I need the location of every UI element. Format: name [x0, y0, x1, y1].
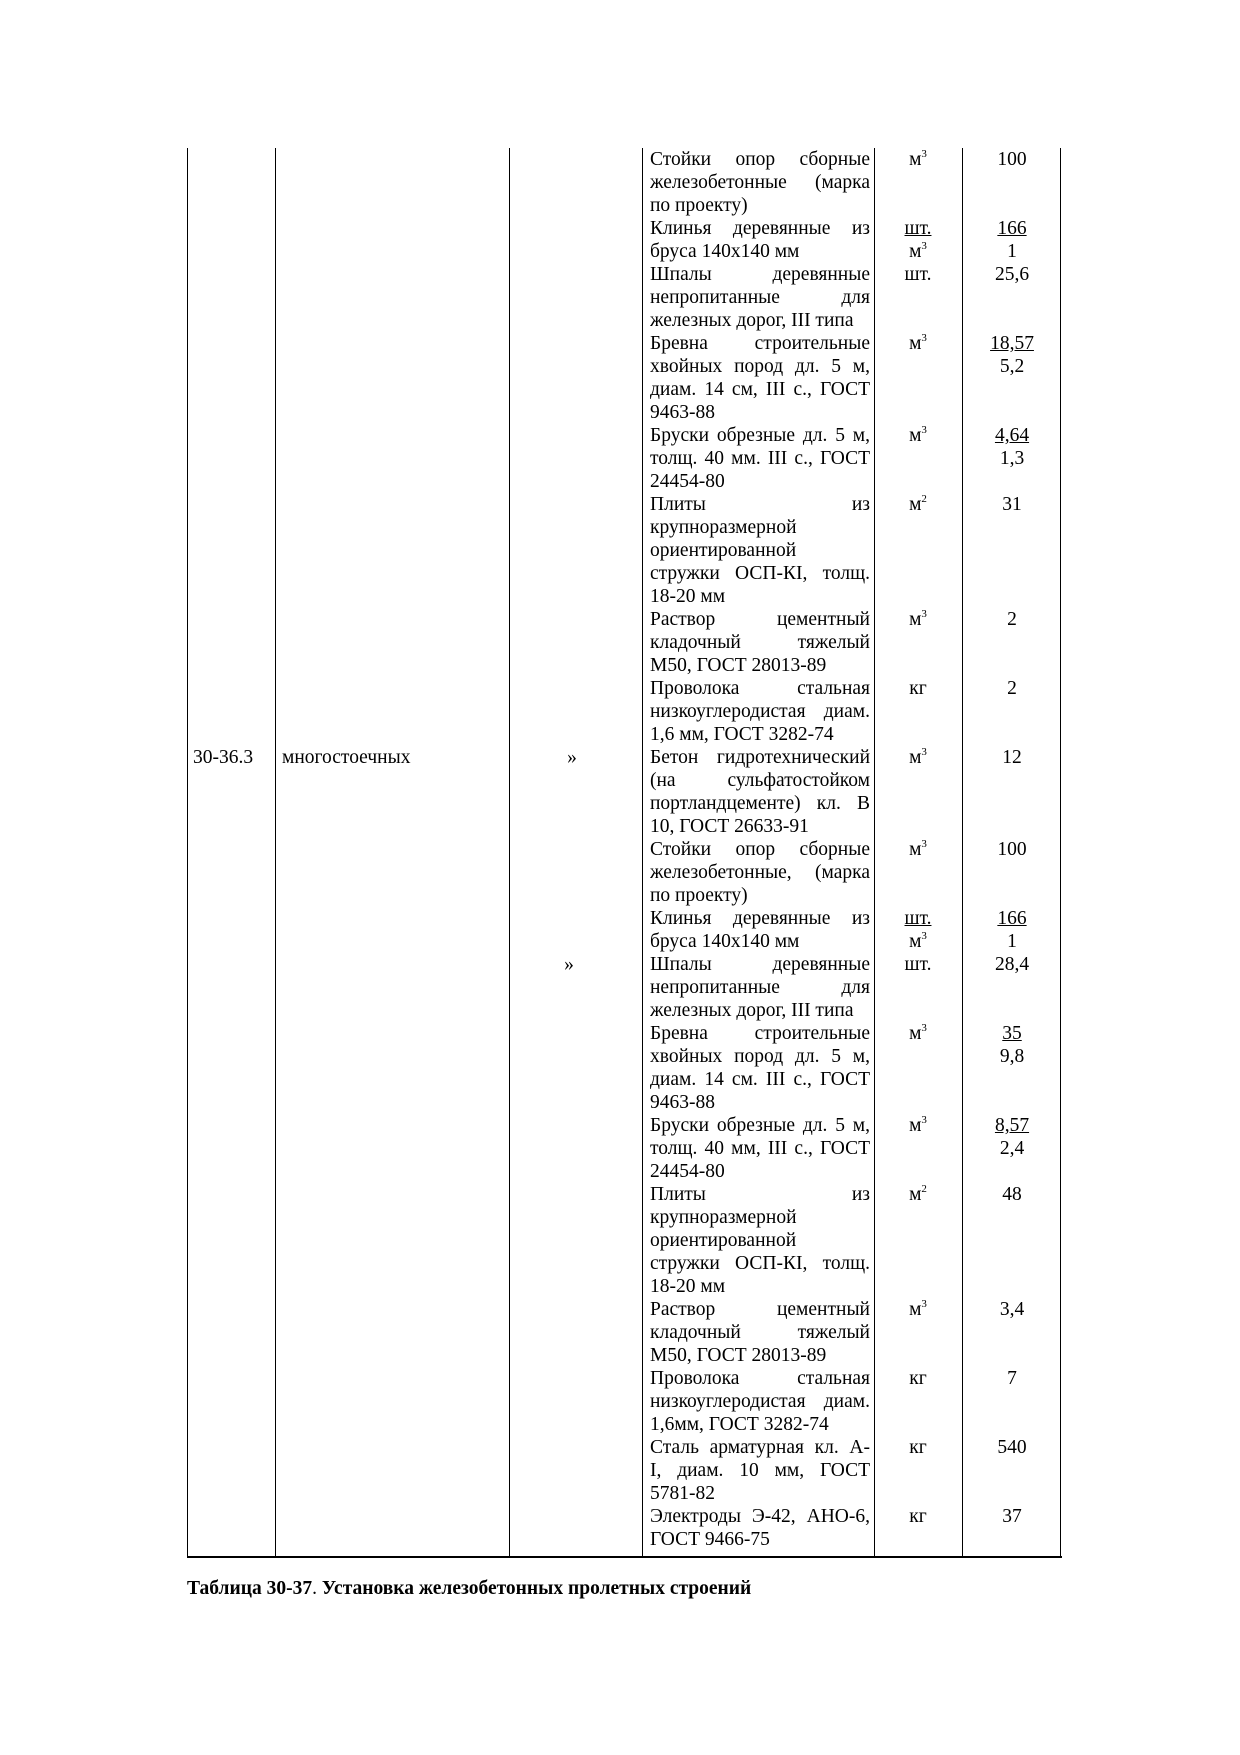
quantity-value: 9,8	[999, 1046, 1025, 1067]
unit-value: $м^3$	[909, 838, 927, 860]
table-row	[647, 953, 1062, 1022]
unit-cell	[874, 217, 962, 263]
ditto-mark: »	[567, 747, 577, 768]
resource-name-line: стружки ОСП-КI, толщ.	[650, 563, 870, 584]
resource-name-line: бруса 140х140 мм	[650, 241, 800, 262]
unit-value: $м^3$	[909, 746, 927, 768]
unit-value: $м^3$	[909, 332, 927, 354]
norm-name: многостоечных	[282, 747, 411, 768]
resource-name-line: 5781-82	[650, 1483, 715, 1504]
resource-name-line: Раствор цементный	[650, 609, 870, 630]
resource-name-line: Бетон гидротехнический	[650, 747, 870, 768]
quantity-cell	[962, 1436, 1062, 1505]
quantity-cell	[962, 1114, 1062, 1183]
quantity-value: 166	[997, 908, 1027, 929]
resource-name	[647, 1505, 874, 1551]
quantity-value: 8,57	[994, 1115, 1030, 1136]
unit-cell	[874, 838, 962, 907]
resource-name-line: Стойки опор сборные	[650, 149, 870, 170]
unit-value: кг	[909, 1437, 927, 1458]
quantity-value: 48	[1002, 1184, 1022, 1205]
resource-name-line: толщ. 40 мм, III с., ГОСТ	[650, 1138, 870, 1159]
resource-name-line: крупноразмерной	[650, 517, 797, 538]
quantity-cell	[962, 217, 1062, 263]
resource-name-line: Плиты из	[650, 1184, 870, 1205]
unit-value: $м^2$	[909, 1183, 927, 1205]
unit-value: кг	[909, 678, 927, 699]
quantity-cell	[962, 1022, 1062, 1114]
resource-name-line: крупноразмерной	[650, 1207, 797, 1228]
resource-name-line: Шпалы деревянные	[650, 954, 870, 975]
unit-value: $м^3$	[909, 1114, 927, 1136]
resource-name-line: железных дорог, III типа	[650, 310, 854, 331]
resource-name-line: диам. 14 см. III с., ГОСТ	[650, 1069, 870, 1090]
table-row	[647, 907, 1062, 953]
quantity-value: 37	[1002, 1506, 1022, 1527]
unit-value: $м^3$	[909, 148, 927, 170]
resource-name-line: Проволока стальная	[650, 678, 870, 699]
table-border-left	[187, 148, 188, 1556]
quantity-value: 25,6	[994, 264, 1030, 285]
quantity-cell	[962, 493, 1062, 608]
table-row	[647, 1114, 1062, 1183]
unit-cell	[874, 1114, 962, 1183]
resource-name	[647, 677, 874, 746]
resource-name-line: М50, ГОСТ 28013-89	[650, 655, 827, 676]
resource-name-line: стружки ОСП-КI, толщ.	[650, 1253, 870, 1274]
resource-name-line: 9463-88	[650, 402, 715, 423]
table-row	[647, 838, 1062, 907]
resource-name-line: непропитанные для	[650, 977, 870, 998]
resource-name-line: 1,6мм, ГОСТ 3282-74	[650, 1414, 829, 1435]
unit-cell	[874, 148, 962, 217]
table-row	[647, 493, 1062, 608]
resource-name-line: толщ. 40 мм. III с., ГОСТ	[650, 448, 870, 469]
table-row	[647, 746, 1062, 838]
quantity-cell	[962, 1505, 1062, 1551]
quantity-cell	[962, 608, 1062, 677]
quantity-value: 28,4	[994, 954, 1030, 975]
unit-cell	[874, 608, 962, 677]
quantity-value: 4,64	[994, 425, 1030, 446]
quantity-value: 100	[997, 839, 1027, 860]
quantity-value: 1	[1007, 241, 1017, 262]
resource-name-line: кладочный тяжелый	[650, 1322, 870, 1343]
resource-name-line: портландцементе) кл. В	[650, 793, 870, 814]
quantity-value: 5,2	[999, 356, 1025, 377]
table-row	[647, 1367, 1062, 1436]
quantity-cell	[962, 1183, 1062, 1298]
resource-name-line: низкоуглеродистая диам.	[650, 701, 870, 722]
unit-cell	[874, 424, 962, 493]
table-row	[647, 1298, 1062, 1367]
resource-name-line: 24454-80	[650, 471, 725, 492]
resource-name-line: Клинья деревянные из	[650, 908, 870, 929]
quantity-value: 18,57	[990, 333, 1034, 354]
resource-name-line: по проекту)	[650, 885, 748, 906]
table-row	[647, 263, 1062, 332]
quantity-value: 35	[1002, 1023, 1022, 1044]
unit-cell	[874, 1022, 962, 1114]
resource-name-line: Сталь арматурная кл. А-	[650, 1437, 870, 1458]
quantity-value: 2,4	[999, 1138, 1025, 1159]
quantity-value: 540	[997, 1437, 1027, 1458]
resource-name-line: Бруски обрезные дл. 5 м,	[650, 425, 870, 446]
norm-code: 30-36.3	[193, 747, 254, 768]
resource-name-line: I, диам. 10 мм, ГОСТ	[650, 1460, 870, 1481]
unit-value: $м^3$	[909, 1298, 927, 1320]
quantity-value: 12	[1002, 747, 1022, 768]
resource-name	[647, 1298, 874, 1367]
resource-name	[647, 1183, 874, 1298]
resource-name-line: хвойных пород дл. 5 м,	[650, 356, 870, 377]
unit-value: $м^3$	[909, 608, 927, 630]
resource-name	[647, 907, 874, 953]
resource-name	[647, 424, 874, 493]
quantity-cell	[962, 677, 1062, 746]
resource-name-line: Стойки опор сборные	[650, 839, 870, 860]
resource-name	[647, 746, 874, 838]
resource-name-line: (на сульфатостойком	[650, 770, 870, 791]
resource-name	[647, 838, 874, 907]
resource-name-line: Бруски обрезные дл. 5 м,	[650, 1115, 870, 1136]
resource-name	[647, 263, 874, 332]
quantity-cell	[962, 424, 1062, 493]
resource-name-line: Плиты из	[650, 494, 870, 515]
resource-name-line: 18-20 мм	[650, 1276, 726, 1297]
column-divider-name	[509, 148, 510, 1556]
unit-value: $м^3$	[909, 240, 927, 262]
unit-value: $м^3$	[909, 930, 927, 952]
resource-name	[647, 608, 874, 677]
resource-name-line: железобетонные (марка	[650, 172, 870, 193]
resource-name-line: низкоуглеродистая диам.	[650, 1391, 870, 1412]
quantity-cell	[962, 263, 1062, 332]
unit-value: кг	[909, 1506, 927, 1527]
table-row	[647, 424, 1062, 493]
unit-cell	[874, 953, 962, 1022]
quantity-value: 1	[1007, 931, 1017, 952]
quantity-value: 7	[1007, 1368, 1017, 1389]
unit-cell	[874, 1505, 962, 1551]
unit-value: шт.	[904, 218, 932, 239]
resource-name-line: М50, ГОСТ 28013-89	[650, 1345, 827, 1366]
caption-label: Таблица 30-37	[187, 1578, 313, 1599]
quantity-value: 3,4	[999, 1299, 1025, 1320]
resource-name-line: кладочный тяжелый	[650, 632, 870, 653]
resource-name	[647, 1114, 874, 1183]
resource-name-line: Клинья деревянные из	[650, 218, 870, 239]
resource-name	[647, 1022, 874, 1114]
table-row	[647, 332, 1062, 424]
quantity-cell	[962, 907, 1062, 953]
resource-name-line: Шпалы деревянные	[650, 264, 870, 285]
resource-name-line: Проволока стальная	[650, 1368, 870, 1389]
resource-name	[647, 1436, 874, 1505]
quantity-value: 2	[1007, 609, 1017, 630]
quantity-cell	[962, 332, 1062, 424]
table-row	[647, 1436, 1062, 1505]
unit-value: шт.	[904, 908, 932, 929]
resource-name-line: ориентированной	[650, 540, 797, 561]
resource-name-line: железобетонные, (марка	[650, 862, 870, 883]
table-row	[647, 608, 1062, 677]
resource-name-line: 1,6 мм, ГОСТ 3282-74	[650, 724, 834, 745]
table-row	[647, 1183, 1062, 1298]
resource-name	[647, 148, 874, 217]
resource-name	[647, 493, 874, 608]
column-divider-ditto	[642, 148, 643, 1556]
resource-name-line: 9463-88	[650, 1092, 715, 1113]
unit-cell	[874, 332, 962, 424]
quantity-value: 31	[1002, 494, 1022, 515]
quantity-value: 166	[997, 218, 1027, 239]
resource-name-line: хвойных пород дл. 5 м,	[650, 1046, 870, 1067]
resource-name-line: Бревна строительные	[650, 1023, 870, 1044]
resource-name-line: 18-20 мм	[650, 586, 726, 607]
column-divider-code	[275, 148, 276, 1556]
quantity-cell	[962, 838, 1062, 907]
unit-cell	[874, 1436, 962, 1505]
quantity-cell	[962, 1367, 1062, 1436]
resource-name	[647, 217, 874, 263]
unit-value: $м^3$	[909, 424, 927, 446]
resource-name-line: ГОСТ 9466-75	[650, 1529, 770, 1550]
resource-name-line: Электроды Э-42, АНО-6,	[650, 1506, 870, 1527]
unit-value: кг	[909, 1368, 927, 1389]
ditto-mark: »	[564, 954, 574, 975]
quantity-cell	[962, 953, 1062, 1022]
table-row	[647, 1022, 1062, 1114]
resource-name-line: ориентированной	[650, 1230, 797, 1251]
resource-name-line: 10, ГОСТ 26633-91	[650, 816, 809, 837]
quantity-value: 100	[997, 149, 1027, 170]
unit-cell	[874, 907, 962, 953]
resource-name-line: Бревна строительные	[650, 333, 870, 354]
resource-name-line: непропитанные для	[650, 287, 870, 308]
unit-cell	[874, 677, 962, 746]
resource-name-line: Раствор цементный	[650, 1299, 870, 1320]
unit-cell	[874, 1183, 962, 1298]
quantity-cell	[962, 746, 1062, 838]
table-row	[647, 148, 1062, 217]
unit-value: шт.	[904, 954, 932, 975]
table-caption	[187, 1578, 751, 1600]
caption-separator: .	[312, 1578, 322, 1599]
resource-name	[647, 953, 874, 1022]
unit-cell	[874, 1367, 962, 1436]
unit-cell	[874, 493, 962, 608]
quantity-cell	[962, 1298, 1062, 1367]
resource-name	[647, 1367, 874, 1436]
resource-name-line: железных дорог, III типа	[650, 1000, 854, 1021]
resource-table	[187, 148, 1062, 1558]
unit-value: шт.	[904, 264, 932, 285]
table-row	[647, 677, 1062, 746]
quantity-value: 1,3	[999, 448, 1025, 469]
unit-cell	[874, 263, 962, 332]
unit-value: $м^2$	[909, 493, 927, 515]
quantity-value: 2	[1007, 678, 1017, 699]
resource-name-line: 24454-80	[650, 1161, 725, 1182]
unit-cell	[874, 746, 962, 838]
quantity-cell	[962, 148, 1062, 217]
unit-cell	[874, 1298, 962, 1367]
resource-rows	[647, 148, 1062, 1551]
resource-name-line: по проекту)	[650, 195, 748, 216]
resource-name-line: диам. 14 см, III с., ГОСТ	[650, 379, 870, 400]
table-row	[647, 217, 1062, 263]
table-row	[647, 1505, 1062, 1551]
resource-name	[647, 332, 874, 424]
unit-value: $м^3$	[909, 1022, 927, 1044]
caption-title: Установка железобетонных пролетных строений	[321, 1578, 752, 1599]
resource-name-line: бруса 140х140 мм	[650, 931, 800, 952]
